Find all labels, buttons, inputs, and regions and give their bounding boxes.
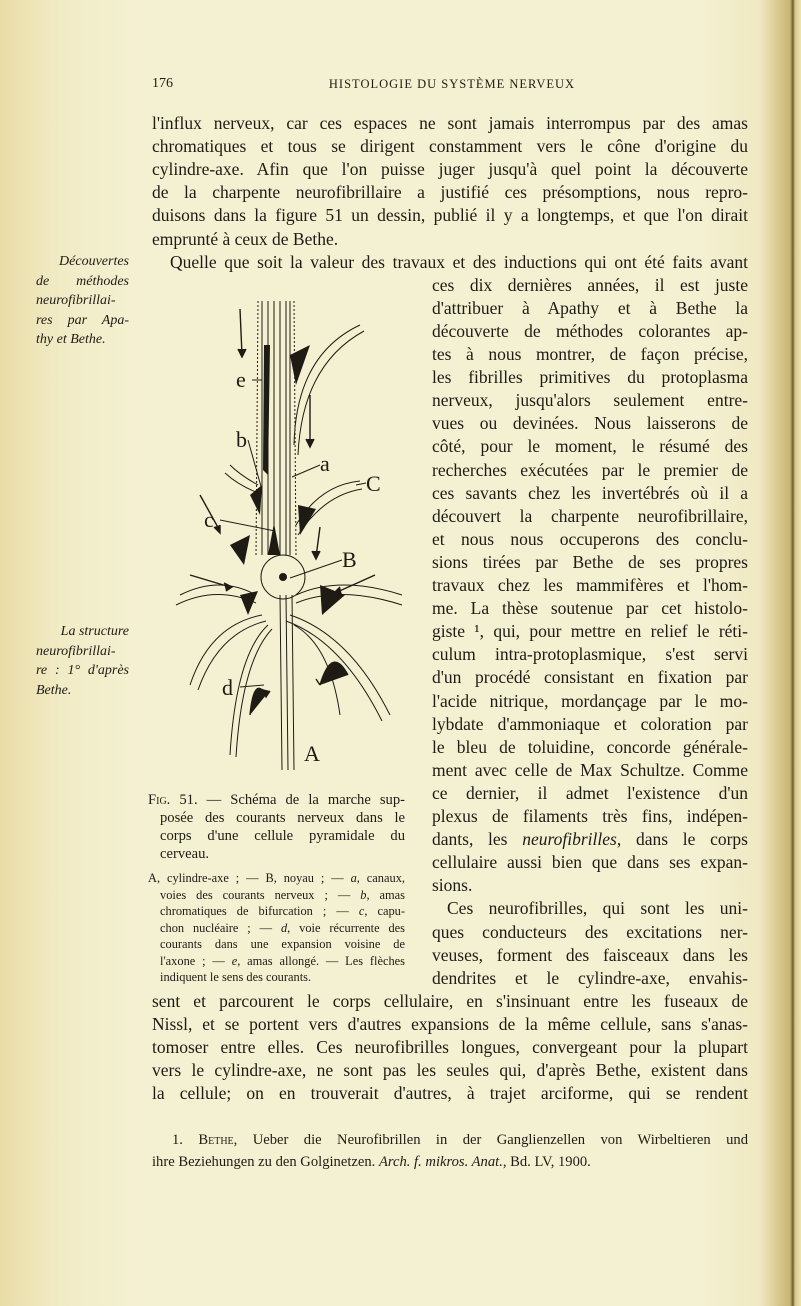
body-line: d'un procédé consistant en fixation par [432,667,748,688]
chromatic-mass [230,535,250,565]
arrow-icon [250,688,270,715]
running-title: HISTOLOGIE DU SYSTÈME NERVEUX [328,77,576,91]
body-line: découverte de méthodes colorantes ap- [432,320,748,341]
italic-text: c [358,904,365,918]
text-segment: chon nucléaire ; — [160,920,281,935]
body-line: d'attribuer à Apathy et à Bethe la [432,297,748,318]
margin-note-line: Découvertes [59,254,129,269]
body-line: culum intra-protoplasmique, s'est servi [432,644,748,665]
body-line: vues ou devinées. Nous laisserons de [432,413,748,434]
label-B: B [342,547,357,572]
margin-note-line: neurofibrillai- [36,643,116,659]
text-segment: A, cylindre-axe ; — B, noyau ; — [148,871,351,885]
body-line: plexus de filaments très fins, indépen- [432,806,748,826]
figure-caption-line: posée des courants nerveux dans le [160,810,405,826]
body-line: sions tirées par Bethe de ses propres [432,551,748,572]
body-line: chromatiques et tous se dirigent constamment vers le cône d'origine du [152,136,748,157]
body-line: duisons dans la figure 51 un dessin, publié il y a longtemps, et que l'on dirait [152,205,748,226]
margin-note-line: Bethe. [36,682,72,698]
body-line: tomoser entre elles. Ces neurofibrilles longues, convergeant pour la plupart [152,1037,748,1057]
figure-caption-line: corps d'une cellule pyramidale du [160,828,405,844]
italic-text: e [231,953,238,968]
label-A: A [304,741,320,766]
margin-note-line: de méthodes [36,273,129,289]
arrow-icon [312,527,320,559]
body-line: ces savants chez les invertébrés où il a [432,482,748,503]
body-line: vers le cylindre-axe, ne sont pas les seules qui, d'après Bethe, existent dans [152,1060,748,1081]
body-line: dendrites et le cylindre-axe, envahis- [432,967,748,988]
label-e: e [236,367,246,392]
body-line: les fibrilles primitives du protoplasma [432,367,748,388]
text-segment: l'axone ; — [160,953,232,968]
body-line: cylindre-axe. Afin que l'on puisse juger jusqu'à quel point la découverte [152,159,748,180]
italic-text: neurofibrilles [522,829,617,850]
arrow-icon [238,309,246,357]
italic-text: a [350,871,357,885]
body-line: lybdate d'ammoniaque et coloration par [432,713,748,734]
text-segment: , canaux, [356,871,405,885]
chromatic-mass [268,523,280,555]
text-segment: ihre Beziehungen zu den Golginetzen. [152,1154,379,1170]
dendrite-branch [294,325,364,455]
body-line: ces dix dernières années, il est juste [432,274,748,295]
basal-dendrite [296,585,402,605]
body-line: Ces neurofibrilles, qui sont les uni- [447,898,748,919]
body-line: ment avec celle de Max Schultze. Comme [432,759,748,780]
page-number: 176 [152,76,173,91]
figure-caption-line [148,791,405,809]
figure-legend-line: courants dans une expansion voisine de [160,937,405,951]
text-segment: 1. [172,1132,199,1148]
figure-legend-line [160,887,405,903]
chromatic-mass [298,505,316,535]
body-line: recherches exécutées par le premier de [432,459,748,480]
text-segment: , amas [366,887,405,902]
body-line: la cellule; on en trouverait d'autres, à trajet arciforme, qui se rendent [152,1083,748,1104]
margin-note-line: re : 1° d'après [36,663,129,678]
arrow-icon [306,395,314,447]
body-line: giste ¹, qui, pour mettre en relief le réti- [432,621,748,642]
italic-text: Arch. f. mikros. Anat. [378,1154,503,1170]
text-segment: , voie récurrente des [287,920,405,935]
body-line: le bleu de toluidine, concorde générale- [432,736,748,757]
text-segment: voies des courants nerveux ; — [160,887,361,902]
text-segment: , dans le corps [616,829,748,850]
figure-legend-line: indiquent le sens des courants. [160,970,312,984]
arrow-icon [316,662,348,685]
body-line: travaux chez les mammifères et l'hom- [432,575,748,595]
text-segment: chromatiques de bifurcation ; — [160,904,359,918]
body-line: découvert la charpente neurofibrillaire, [432,505,748,526]
italic-text: d [280,920,288,935]
text-segment: , Ueber die Neurofibrillen in der Ganglienzellen von Wirbeltieren und [233,1132,748,1148]
text-segment: 51. — Schéma de la marche sup- [170,792,405,808]
figure-legend-line [160,903,405,919]
italic-text: b [360,887,367,902]
figure-legend-line [160,953,405,969]
label-C: C [366,471,381,496]
text-segment: , Bd. LV, 1900. [502,1154,591,1170]
body-line: sions. [432,875,473,896]
footnote-line [152,1152,748,1172]
label-b: b [236,427,247,452]
small-caps-text: Bethe [198,1132,234,1148]
body-line: l'acide nitrique, mordançage par le mo- [432,690,748,711]
label-d: d [222,675,233,700]
body-line: et nous nous occuperons des conclu- [432,528,748,549]
figure-legend-line [148,870,405,886]
body-line: de la charpente neurofibrillaire a justifié ces présomptions, nous repro- [152,182,748,203]
body-line: me. La thèse soutenue par cet histolo- [432,598,748,619]
label-c: c [204,507,214,532]
body-line: côté, pour le moment, le résumé des [432,436,748,457]
body-line: nerveux, jusqu'alors seulement entre- [432,390,748,411]
figure-caption-line: cerveau. [160,846,210,862]
body-line: emprunté à ceux de Bethe. [152,228,339,249]
small-caps-text: Fig. [148,792,171,808]
margin-note-line: neurofibrillai- [36,293,116,308]
body-line: tes à nous montrer, de façon précise, [432,344,748,364]
margin-note-line: La structure [60,624,129,639]
body-line: cellulaire aussi bien que dans ses expan- [432,852,748,873]
body-line: veuses, forment des faisceaux dans les [432,944,748,965]
body-line: Nissl, et se portent vers d'autres expansions de la même cellule, sans s'anas- [152,1013,748,1034]
body-line: Quelle que soit la valeur des travaux et des inductions qui ont été faits avant [170,251,748,272]
margin-note-line: res par Apa- [36,312,129,328]
figure-legend-line [160,920,405,936]
text-segment: dants, les [432,829,523,850]
label-a: a [320,451,330,476]
text-segment: , amas allongé. — Les flèches [237,953,405,968]
body-line: ques conducteurs des excitations ner- [432,921,748,942]
text-segment: , capu- [364,904,405,918]
dendrite-branch [225,465,258,493]
chromatic-mass [263,345,270,475]
figure-51-pyramidal-cell [170,295,410,775]
body-line: sent et parcourent le corps cellulaire, en s'insinuant entre les fuseaux de [152,990,748,1011]
body-line: l'influx nerveux, car ces espaces ne sont jamais interrompus par des amas [152,113,748,133]
body-line [432,828,748,850]
margin-note-line: thy et Bethe. [36,332,106,347]
footnote-line [172,1130,748,1150]
body-line: ce dernier, il admet l'existence d'un [432,782,748,803]
